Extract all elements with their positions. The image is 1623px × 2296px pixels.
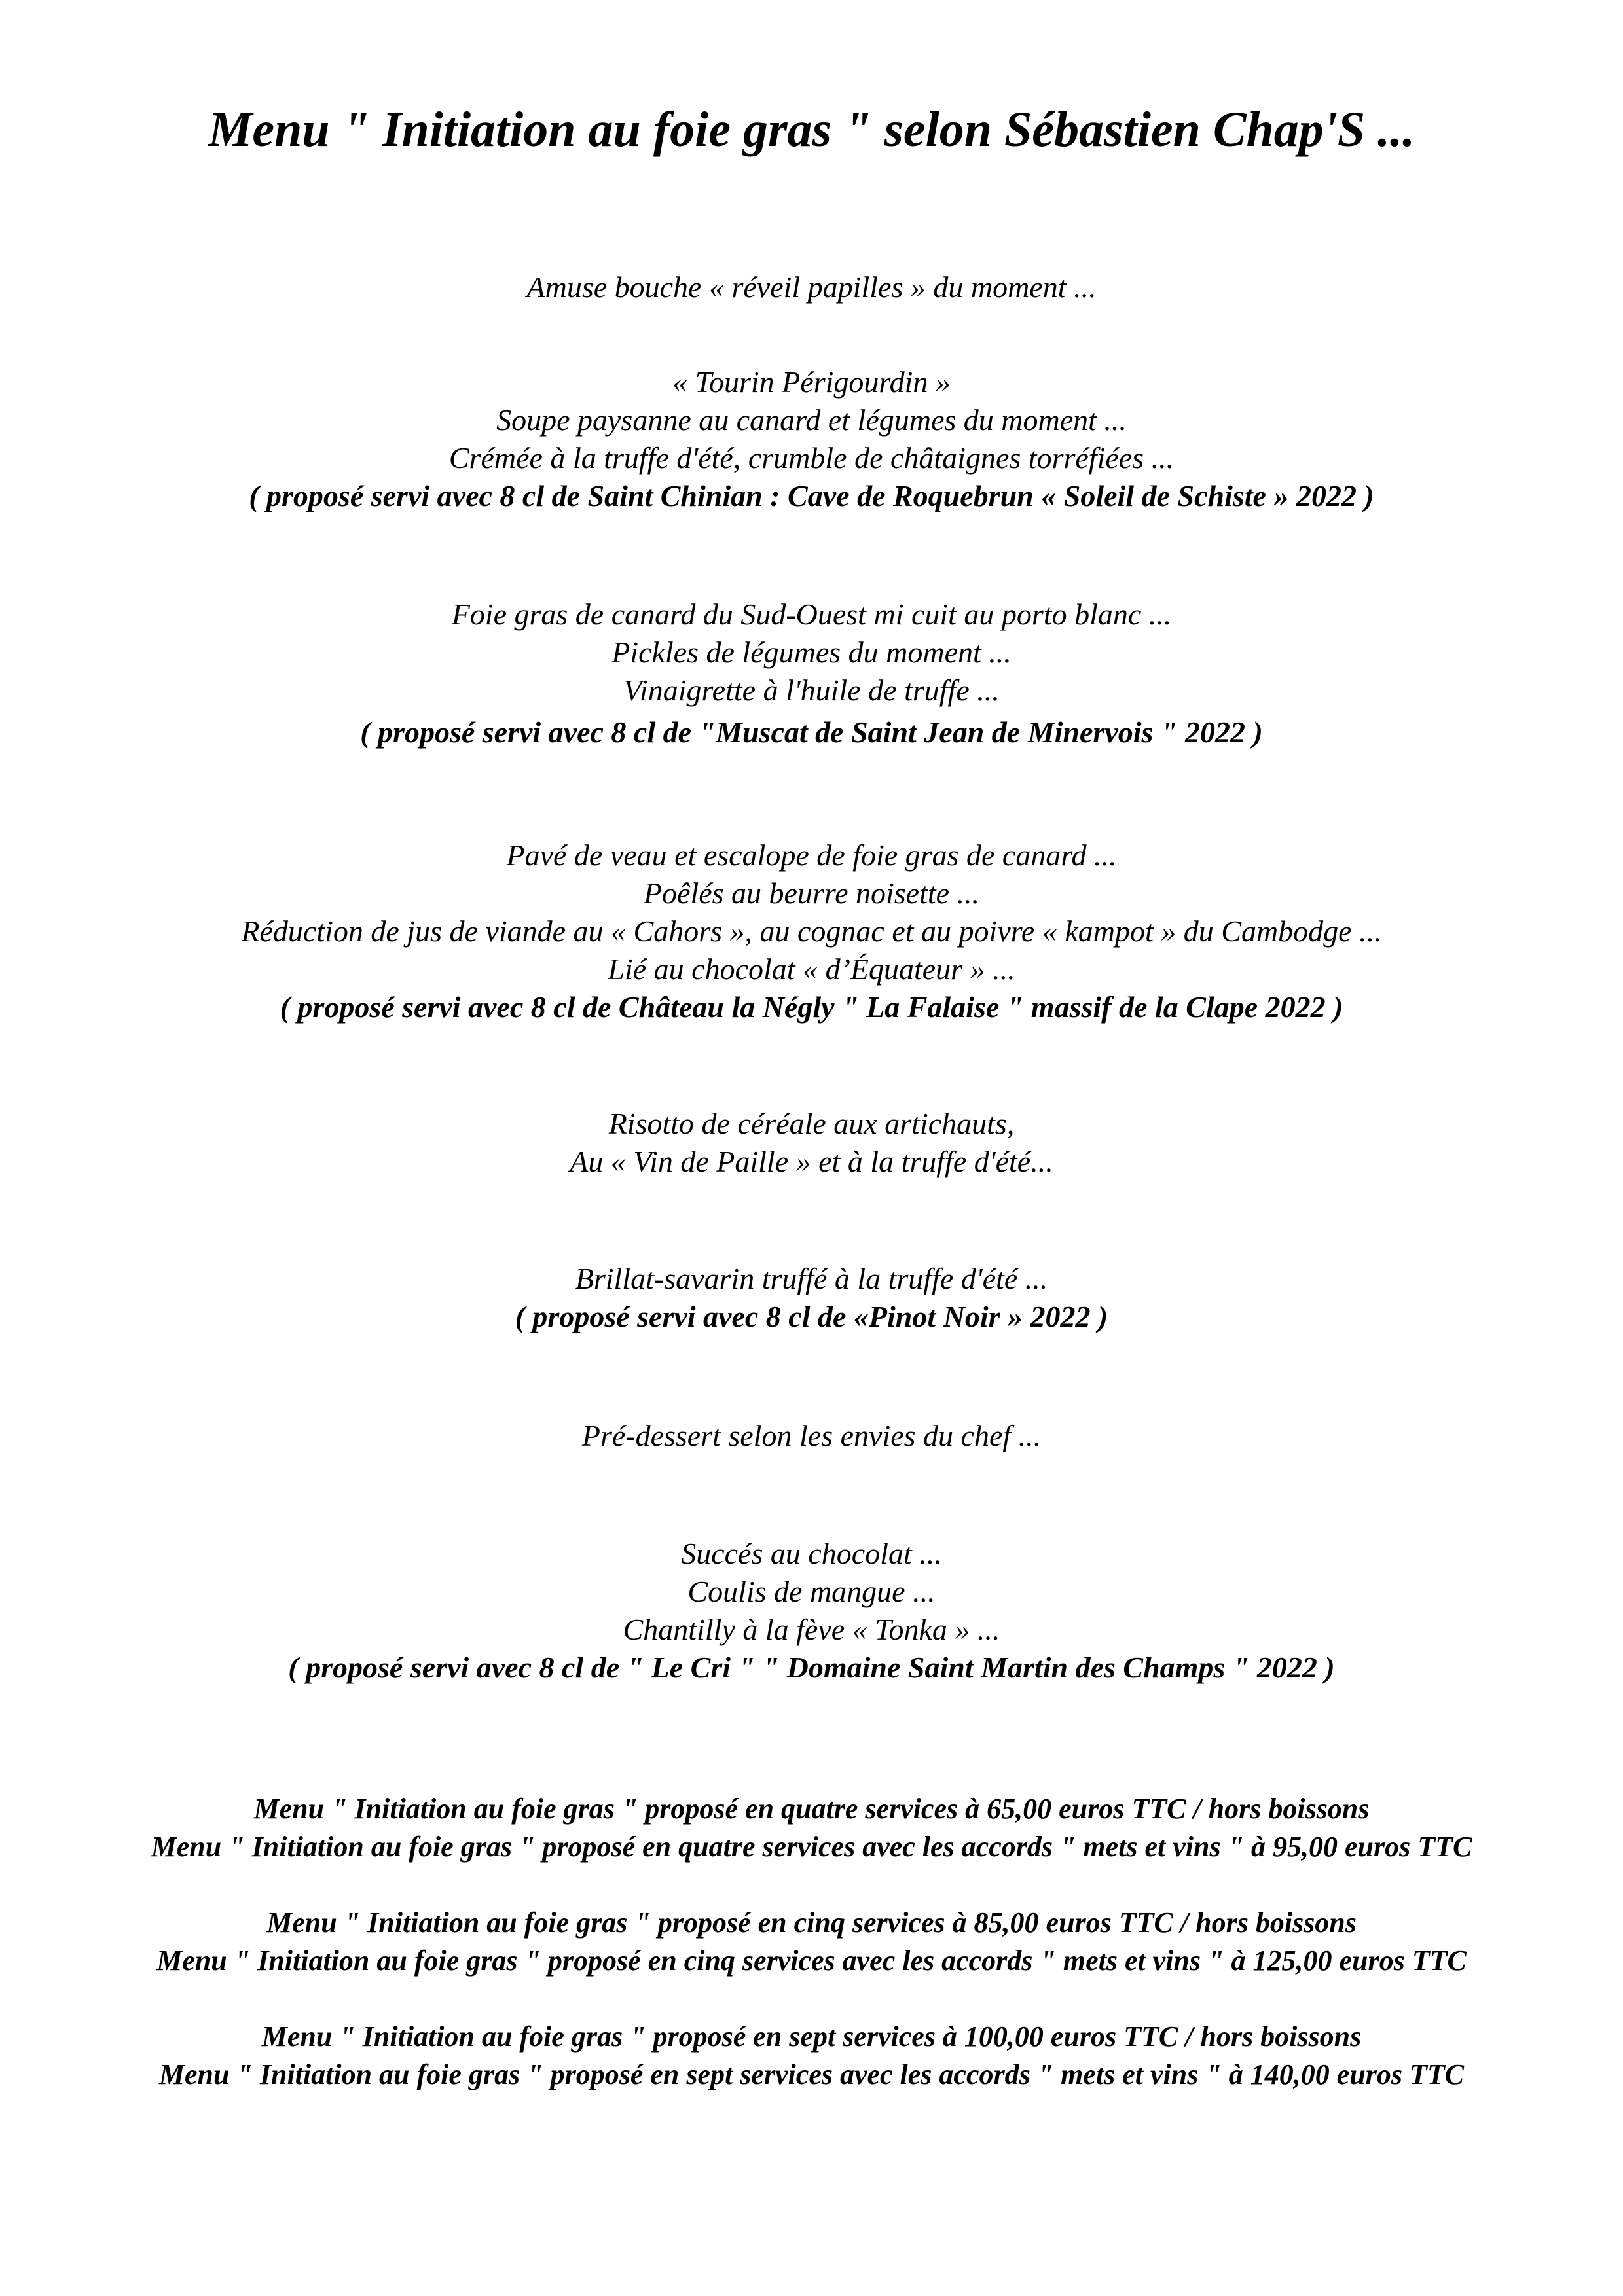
price-line: Menu " Initiation au foie gras " proposé en cinq services avec les accords " mets et vins " à 125,00 euros TTC: [156, 1945, 1467, 1977]
price-line: Menu " Initiation au foie gras " proposé en cinq services à 85,00 euros TTC / hors boissons: [266, 1907, 1357, 1939]
course-line: Crémée à la truffe d'été, crumble de châtaignes torréfiées ...: [448, 441, 1175, 475]
course-line: Pavé de veau et escalope de foie gras de canard ...: [506, 838, 1117, 872]
wine-pairing: ( proposé servi avec 8 cl de "Muscat de Saint Jean de Minervois " 2022 ): [360, 715, 1263, 749]
course-tourin: [0, 363, 1623, 515]
course-line: Réduction de jus de viande au « Cahors », au cognac et au poivre « kampot » du Cambodge ...: [241, 914, 1382, 948]
course-line: Coulis de mangue ...: [687, 1575, 936, 1608]
course-line: Amuse bouche « réveil papilles » du moment ...: [526, 270, 1097, 304]
price-line: Menu " Initiation au foie gras " proposé en sept services avec les accords " mets et vins " à 140,00 euros TTC: [158, 2058, 1465, 2090]
wine-pairing: ( proposé servi avec 8 cl de «Pinot Noir » 2022 ): [515, 1300, 1108, 1333]
wine-pairing: ( proposé servi avec 8 cl de " Le Cri " " Domaine Saint Martin des Champs " 2022 ): [288, 1651, 1335, 1684]
course-pave-de-veau: [0, 836, 1623, 1026]
course-line: Soupe paysanne au canard et légumes du moment ...: [496, 403, 1127, 437]
course-line: Lié au chocolat « d’Équateur » ...: [608, 952, 1015, 986]
course-line: Foie gras de canard du Sud-Ouest mi cuit au porto blanc ...: [451, 598, 1172, 631]
price-group-seven-services: [0, 2018, 1623, 2094]
course-brillat-savarin: [0, 1260, 1623, 1336]
course-amuse-bouche: [0, 268, 1623, 306]
page-title: Menu " Initiation au foie gras " selon Sébastien Chap'S ...: [208, 102, 1415, 157]
course-foie-gras: [0, 596, 1623, 751]
wine-pairing: ( proposé servi avec 8 cl de Château la Négly " La Falaise " massif de la Clape 2022 ): [280, 990, 1343, 1024]
course-line: Succés au chocolat ...: [681, 1537, 942, 1570]
course-line: Pickles de légumes du moment ...: [611, 636, 1012, 669]
price-line: Menu " Initiation au foie gras " proposé en quatre services à 65,00 euros TTC / hors boissons: [253, 1793, 1370, 1825]
wine-pairing: ( proposé servi avec 8 cl de Saint Chinian : Cave de Roquebrun « Soleil de Schiste » 2022 ): [249, 479, 1374, 512]
course-pre-dessert: [0, 1417, 1623, 1455]
course-line: Poêlés au beurre noisette ...: [643, 876, 980, 910]
course-line: Chantilly à la fève « Tonka » ...: [623, 1613, 1000, 1646]
price-line: Menu " Initiation au foie gras " proposé en sept services à 100,00 euros TTC / hors boissons: [261, 2020, 1362, 2053]
course-line: « Tourin Périgourdin »: [672, 365, 951, 399]
price-group-four-services: [0, 1790, 1623, 1866]
course-line: Brillat-savarin truffé à la truffe d'été ...: [575, 1262, 1048, 1295]
price-line: Menu " Initiation au foie gras " proposé en quatre services avec les accords " mets et vins " à 95,00 euros TTC: [151, 1831, 1472, 1863]
course-line: Pré-dessert selon les envies du chef ...: [581, 1419, 1042, 1452]
price-list: [0, 1790, 1623, 2094]
course-line: Risotto de céréale aux artichauts,: [608, 1107, 1015, 1140]
course-line: Vinaigrette à l'huile de truffe ...: [623, 673, 1000, 707]
price-group-five-services: [0, 1904, 1623, 1980]
course-risotto: [0, 1105, 1623, 1181]
course-dessert: [0, 1535, 1623, 1687]
course-line: Au « Vin de Paille » et à la truffe d'été...: [570, 1145, 1053, 1178]
